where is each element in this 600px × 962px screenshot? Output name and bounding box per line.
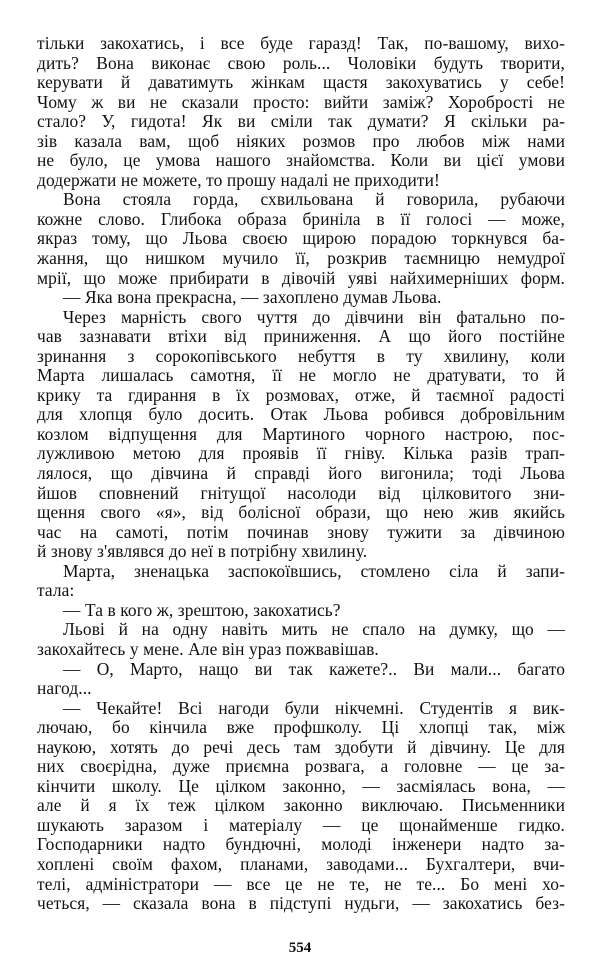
- text-line: лючаю, бо кінчила вже профшколу. Ці хлопці так, між: [37, 717, 565, 738]
- text-line: Через марність свого чуття до дівчини він фатально по-: [63, 306, 565, 327]
- page-number: 554: [288, 940, 312, 956]
- text-line: Вона стояла горда, схвильована й говорила, рубаючи: [63, 189, 565, 210]
- text-line: не було, це умова нашого знайомства. Коли ви цієї умови: [37, 150, 565, 171]
- text-line: закохайтесь у мене. Але він ураз пожвавішав.: [37, 638, 379, 659]
- text-line: для хлопця було досить. Отак Льова робився добровільним: [37, 404, 565, 425]
- text-line: хоплені своїм фахом, планами, заводами... Бухгалтери, вчи-: [37, 853, 565, 874]
- text-line: шукають заразом і матеріалу — це щонайменше гидко.: [37, 814, 565, 835]
- text-line: них своєрідна, дуже приємна розвага, а головне — це за-: [37, 756, 565, 777]
- text-line: час на самоті, потім починав знову тужити за дівчиною: [37, 521, 565, 542]
- text-line: — Яка вона прекрасна, — захоплено думав Льова.: [63, 287, 442, 308]
- text-line: — О, Марто, нащо ви так кажете?.. Ви мали... багато: [63, 658, 565, 679]
- text-line: Льові й на одну навіть мить не спало на думку, що —: [63, 619, 565, 640]
- text-line: крику та гдирання в їх розмовах, отже, й таємної радості: [37, 384, 565, 405]
- text-line: зів казала вам, щоб ніяких розмов про любов між нами: [37, 130, 565, 151]
- text-line: але й я їх теж цілком законно виключаю. Письменники: [37, 795, 565, 816]
- text-line: дить? Вона виконає свою роль... Чоловіки будуть творити,: [37, 52, 565, 73]
- text-line: телі, адміністратори — все це не те, не те... Бо мені хо-: [37, 873, 565, 894]
- text-line: — Та в кого ж, зрештою, закохатись?: [63, 599, 341, 620]
- text-line: Господарники надто бундючні, молоді інженери надто за-: [37, 834, 565, 855]
- text-line: лялося, що дівчина й справді його вигонила; тоді Льова: [37, 463, 565, 484]
- text-line: кожне слово. Глибока образа бриніла в її голосі — може,: [37, 208, 565, 229]
- text-line: керувати й даватимуть жінкам щастя закохуватись у себе!: [37, 72, 565, 93]
- text-line: зринання з сорокопівського небуття в ту хвилину, коли: [37, 345, 565, 366]
- text-line: козлом відпущення для Мартиного чорного настрою, пос-: [37, 423, 565, 444]
- text-line: жання, що нишком мучило її, розкрив таємницю немудрої: [37, 248, 565, 269]
- book-page-body: [37, 34, 565, 914]
- text-line: тільки закохатись, і все буде гаразд! Так, по-вашому, вихо-: [37, 33, 565, 53]
- text-line: й знову з'являвся до неї в потрібну хвилину.: [37, 541, 368, 562]
- text-line: чав зазнавати втіхи від приниження. А що його постійне: [37, 326, 565, 347]
- text-line: кінчити школу. Це цілком законно, — засміялась вона, —: [37, 775, 565, 796]
- text-line: Марта лишалась самотня, її не могло не дратувати, то й: [37, 365, 565, 386]
- text-line: Марта, зненацька заспокоївшись, стомлено сіла й запи-: [63, 560, 565, 581]
- text-line: стало? У, гидота! Як ви сміли так думати? Я скільки ра-: [37, 111, 565, 132]
- text-line: лужливою метою для проявів її гніву. Кілька разів трап-: [37, 443, 565, 464]
- text-line: щення свого «я», від болісної образи, що нею жив якийсь: [37, 502, 565, 523]
- text-line: додержати не можете, то прошу надалі не приходити!: [37, 169, 440, 190]
- text-line: якраз тому, що Льова своєю щирою порадою торкнувся ба-: [37, 228, 565, 249]
- text-line: Чому ж ви не сказали просто: вийти заміж? Хоробрості не: [37, 91, 565, 112]
- text-line: — Чекайте! Всі нагоди були нікчемні. Студентів я вик-: [63, 697, 565, 718]
- text-line: наукою, хотять до речі десь там здобути й дівчину. Це для: [37, 736, 565, 757]
- text-line: четься, — сказала вона в підступі нудьги, — закохатись без-: [37, 893, 565, 914]
- text-line: тала:: [37, 580, 75, 601]
- text-line: нагод...: [37, 678, 92, 699]
- text-line: йшов сповнений гнітущої насолоди від цілковитого зни-: [37, 482, 565, 503]
- text-line: мрії, що може прибирати в дівочій уяві найхимерніших форм.: [37, 267, 565, 288]
